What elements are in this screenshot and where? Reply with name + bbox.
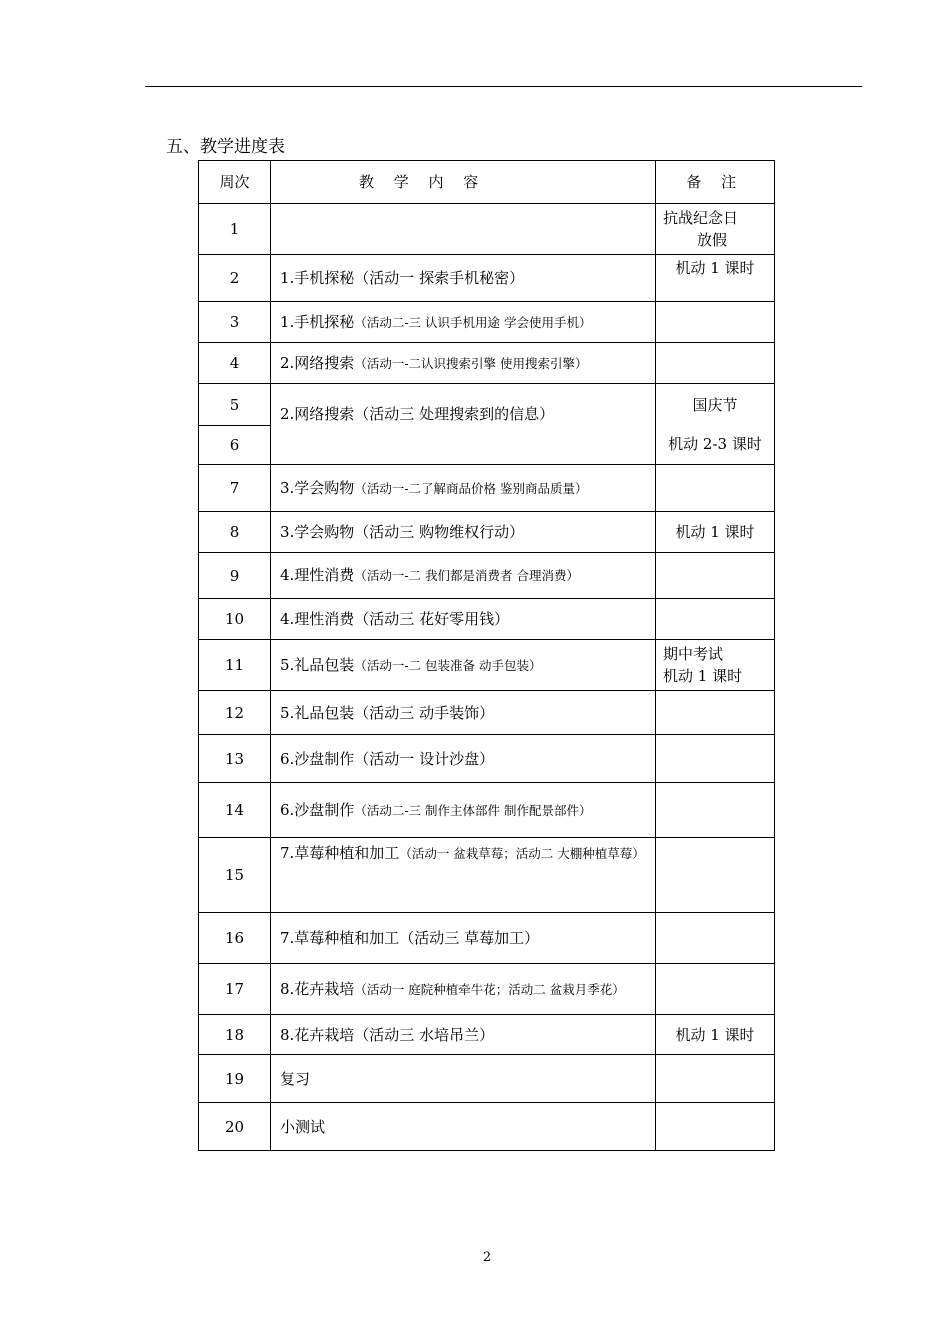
content-main: 5.礼品包装（活动三 动手装饰） (280, 703, 495, 722)
content-main: 8.花卉栽培（活动三 水培吊兰） (280, 1025, 495, 1044)
table-row (199, 343, 775, 384)
content-main: 3.学会购物（活动三 购物维权行动） (280, 523, 525, 541)
table-row (199, 302, 775, 343)
content-sub: （活动二-三 认识手机用途 学会使用手机） (354, 314, 592, 330)
table-row (199, 255, 775, 302)
content-cell (271, 465, 656, 512)
content-cell (271, 204, 656, 255)
notes-cell (656, 553, 775, 599)
notes-cell (656, 964, 775, 1015)
content-main: 4.理性消费（活动三 花好零用钱） (280, 610, 510, 628)
table-header-row (199, 161, 775, 204)
note-line: 抗战纪念日 (663, 209, 739, 227)
notes-cell (656, 384, 775, 465)
content-main: 5.礼品包装 (280, 655, 355, 674)
table-row (199, 204, 775, 255)
week-number: 16 (199, 913, 271, 964)
content-sub: （活动一 盆栽草莓；活动二 大棚种植草莓） (399, 846, 645, 861)
notes-cell (656, 343, 775, 384)
schedule-table (198, 160, 775, 1151)
week-number: 2 (199, 255, 271, 302)
content-cell (271, 640, 656, 691)
content-cell (271, 735, 656, 783)
table-row (199, 1015, 775, 1055)
notes-cell (656, 735, 775, 783)
section-title: 五、教学进度表 (166, 137, 285, 157)
content-cell (271, 512, 656, 553)
week-number: 20 (199, 1103, 271, 1151)
table-row (199, 640, 775, 691)
content-sub: （活动一-二 我们都是消费者 合理消费） (354, 568, 579, 583)
week-number: 17 (199, 964, 271, 1015)
header-content: 教 学 内 容 (271, 161, 656, 204)
header-rule (145, 86, 862, 87)
content-cell (271, 1015, 656, 1055)
table-row (199, 1103, 775, 1151)
content-cell (271, 599, 656, 640)
content-cell (271, 783, 656, 838)
week-number: 10 (199, 599, 271, 640)
week-number: 1 (199, 204, 271, 255)
notes-cell (656, 599, 775, 640)
content-main: 小测试 (280, 1117, 326, 1136)
content-main: 7.草莓种植和加工（活动三 草莓加工） (280, 929, 540, 947)
table-row (199, 838, 775, 913)
notes-cell (656, 1103, 775, 1151)
table-row (199, 384, 775, 426)
content-main: 6.沙盘制作 (280, 800, 355, 819)
content-main: 复习 (280, 1069, 311, 1088)
content-cell (271, 343, 656, 384)
content-cell (271, 964, 656, 1015)
content-main: 4.理性消费 (280, 566, 355, 584)
week-number: 11 (199, 640, 271, 691)
content-sub: （活动一-二了解商品价格 鉴别商品质量） (354, 480, 588, 496)
week-number: 5 (199, 384, 271, 426)
table-row (199, 512, 775, 553)
week-number: 13 (199, 735, 271, 783)
table-row (199, 465, 775, 512)
content-main: 8.花卉栽培 (280, 979, 355, 998)
notes-cell (656, 204, 775, 255)
content-cell (271, 838, 656, 913)
table-row (199, 735, 775, 783)
content-cell (271, 384, 656, 465)
content-sub: （活动一 庭院种植牵牛花；活动二 盆栽月季花） (354, 981, 625, 997)
table-row (199, 783, 775, 838)
week-number: 4 (199, 343, 271, 384)
notes-cell (656, 640, 775, 691)
content-cell (271, 302, 656, 343)
table-row (199, 599, 775, 640)
content-sub: （活动一-二认识搜索引擎 使用搜索引擎） (354, 355, 588, 371)
content-cell (271, 1055, 656, 1103)
notes-cell (656, 302, 775, 343)
content-main: 2.网络搜索 (280, 353, 355, 372)
content-cell (271, 255, 656, 302)
week-number: 8 (199, 512, 271, 553)
content-cell (271, 1103, 656, 1151)
content-main: 1.手机探秘 (280, 312, 355, 331)
week-number: 12 (199, 691, 271, 735)
table-row (199, 553, 775, 599)
notes-cell (656, 913, 775, 964)
notes-cell: 机动 1 课时 (656, 512, 775, 553)
table-row (199, 691, 775, 735)
week-number: 3 (199, 302, 271, 343)
notes-cell (656, 691, 775, 735)
content-sub: （活动一-二 包装准备 动手包装） (354, 657, 542, 673)
content-cell (271, 553, 656, 599)
week-number: 6 (199, 426, 271, 465)
content-main: 3.学会购物 (280, 478, 355, 497)
content-main: 1.手机探秘（活动一 探索手机秘密） (280, 269, 525, 287)
header-notes: 备 注 (656, 161, 775, 204)
header-week: 周次 (199, 161, 271, 204)
note-line: 放假 (697, 231, 728, 249)
note-line: 机动 2-3 课时 (668, 434, 762, 453)
table-row (199, 964, 775, 1015)
note-line: 期中考试 (663, 645, 724, 663)
content-main: 6.沙盘制作（活动一 设计沙盘） (280, 749, 495, 768)
week-number: 9 (199, 553, 271, 599)
notes-cell (656, 1055, 775, 1103)
notes-cell (656, 838, 775, 913)
week-number: 14 (199, 783, 271, 838)
week-number: 15 (199, 838, 271, 913)
notes-cell (656, 465, 775, 512)
table-row (199, 913, 775, 964)
notes-cell: 机动 1 课时 (656, 1015, 775, 1055)
notes-cell: 机动 1 课时 (656, 255, 775, 302)
note-line: 机动 1 课时 (663, 667, 743, 685)
notes-cell (656, 783, 775, 838)
week-number: 19 (199, 1055, 271, 1103)
content-main: 7.草莓种植和加工 (280, 844, 400, 862)
content-cell (271, 691, 656, 735)
table-row (199, 1055, 775, 1103)
week-number: 18 (199, 1015, 271, 1055)
week-number: 7 (199, 465, 271, 512)
content-sub: （活动二-三 制作主体部件 制作配景部件） (354, 802, 592, 818)
note-line: 国庆节 (692, 395, 738, 414)
content-cell (271, 913, 656, 964)
content-main: 2.网络搜索（活动三 处理搜索到的信息） (280, 405, 555, 423)
page-number: 2 (482, 1250, 492, 1265)
